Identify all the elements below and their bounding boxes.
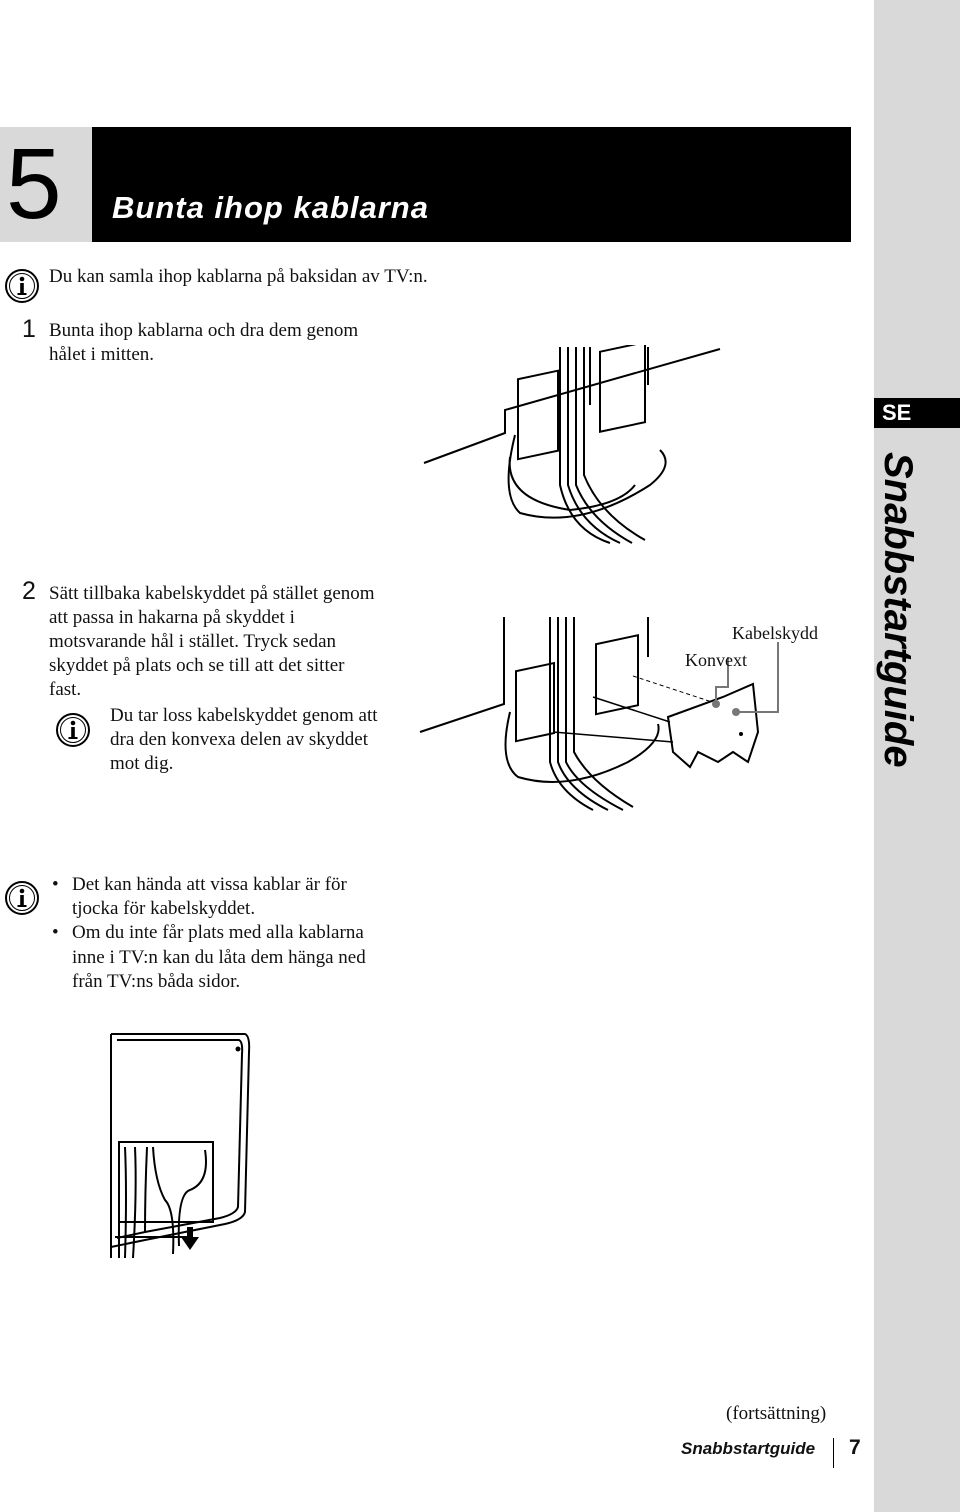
note-2-line-1: Om du inte får plats med alla kablarna <box>72 922 364 944</box>
note-2-line-2: inne i TV:n kan du låta dem hänga ned <box>72 946 366 968</box>
step-2-note-line-2: dra den konvexa delen av skyddet <box>110 729 368 750</box>
step-1-line-2: hålet i mitten. <box>49 344 155 365</box>
list-item <box>52 921 412 994</box>
section-title: Bunta ihop kablarna <box>112 190 429 225</box>
footer-divider <box>833 1438 834 1468</box>
info-icon <box>4 880 40 916</box>
sidebar-title-wrap <box>878 452 918 852</box>
step-2-line-5: fast. <box>49 679 82 700</box>
footer-title: Snabbstartguide <box>681 1439 816 1458</box>
note-2-line-3: från TV:ns båda sidor. <box>72 970 241 992</box>
info-icon <box>55 712 91 748</box>
note-1-line-1: Det kan hända att vissa kablar är för <box>72 874 347 895</box>
notes-list <box>52 873 412 994</box>
step-2-note-line-3: mot dig. <box>110 753 174 774</box>
intro-note: Du kan samla ihop kablarna på baksidan av TV:n. <box>49 266 428 287</box>
step-1-line-1: Bunta ihop kablarna och dra dem genom <box>49 320 359 341</box>
step-2-note-line-1: Du tar loss kabelskyddet genom att <box>110 705 378 726</box>
label-konvext: Konvext <box>685 650 747 670</box>
page-number: 7 <box>849 1436 861 1459</box>
step-2-line-1: Sätt tillbaka kabelskyddet på stället genom <box>49 583 375 604</box>
step-1-number: 1 <box>22 315 36 343</box>
list-item <box>52 873 412 921</box>
tv-back-illustration <box>105 1032 255 1260</box>
step-2-number: 2 <box>22 577 36 605</box>
section-number: 5 <box>0 127 92 242</box>
language-badge: SE <box>874 398 960 428</box>
info-icon <box>4 268 40 304</box>
step-2-line-4: skyddet på plats och se till att det sitter <box>49 655 345 676</box>
cable-bundle-illustration <box>420 345 740 545</box>
sidebar-title: Snabbstartguide <box>876 452 920 768</box>
note-1-line-2: tjocka för kabelskyddet. <box>72 898 256 920</box>
label-kabelskydd: Kabelskydd <box>732 623 818 643</box>
continued-note: (fortsättning) <box>726 1403 827 1424</box>
step-2-line-3: motsvarande hål i stället. Tryck sedan <box>49 631 337 652</box>
step-2-line-2: att passa in hakarna på skyddet i <box>49 607 295 628</box>
